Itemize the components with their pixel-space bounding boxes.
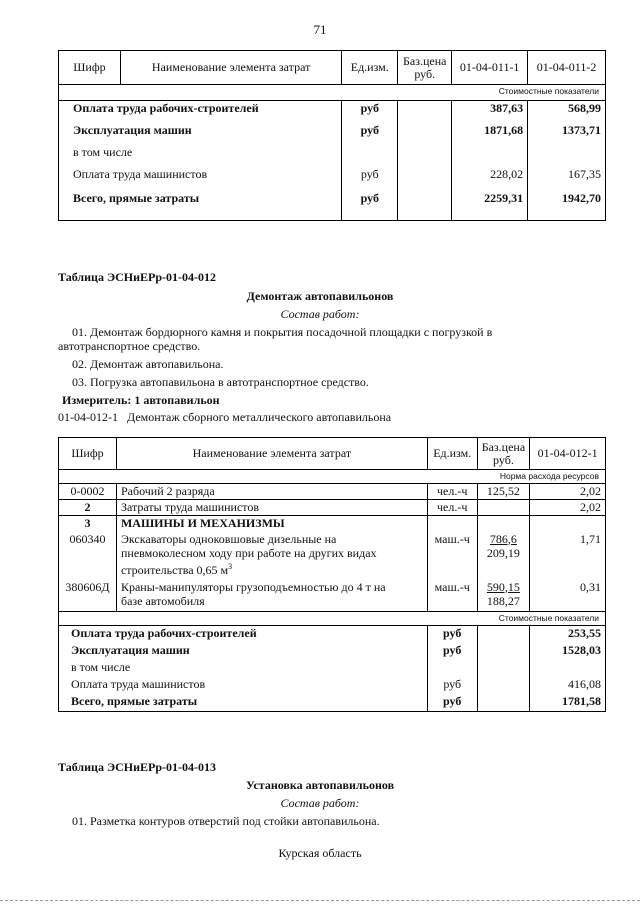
table-header-row — [59, 51, 606, 85]
work-item: 03. Погрузка автопавильона в автотранспортное средство. — [72, 375, 369, 389]
table-title: Таблица ЭСНиЕРр-01-04-012 — [58, 270, 217, 284]
item-line: 01-04-012-1 Демонтаж сборного металлического автопавильона — [58, 410, 392, 424]
header-name: Наименование элемента затрат — [116, 438, 427, 470]
table-header-row — [59, 438, 606, 470]
table-row: 060340 Экскаваторы одноковшовые дизельные на пневмоколесном ходу при работе на других видах строительства 0,65 $м^3$ маш.-ч 786,6 209,19 1,71 — [59, 532, 606, 580]
works-heading: Состав работ: — [280, 307, 360, 321]
cost-table-011 — [58, 50, 606, 221]
table-row: в том числе — [59, 145, 606, 167]
section-label-row — [59, 85, 606, 101]
table-row: 0-0002 Рабочий 2 разряда чел.-ч 125,52 2,02 — [59, 484, 606, 500]
header-base-price: Баз.цена руб. — [398, 51, 452, 85]
header-col-2: 01-04-011-2 — [528, 51, 606, 85]
table-row: в том числе — [59, 660, 606, 677]
table-row: Оплата труда рабочих-строителей руб 387,63 568,99 — [59, 101, 606, 123]
header-unit: Ед.изм. — [427, 438, 477, 470]
section-label: Стоимостные показатели — [59, 85, 606, 101]
table-row: Оплата труда рабочих-строителей руб 253,55 — [59, 626, 606, 643]
section-row: 3 МАШИНЫ И МЕХАНИЗМЫ — [59, 516, 606, 532]
table-row: 380606Д Краны-манипуляторы грузоподъемностью до 4 т на базе автомобиля маш.-ч 590,15 188,27 0,31 — [59, 580, 606, 612]
work-item: 02. Демонтаж автопавильона. — [72, 357, 224, 371]
norm-label: Норма расхода ресурсов — [59, 470, 606, 484]
header-code: Шифр — [59, 438, 117, 470]
measure-unit: Измеритель: 1 автопавильон — [62, 393, 220, 407]
norm-label-row — [59, 470, 606, 484]
table-row: Эксплуатация машин руб 1871,68 1373,71 — [59, 123, 606, 145]
table-row: 2 Затраты труда машинистов чел.-ч 2,02 — [59, 500, 606, 516]
header-base-price: Баз.цена руб. — [477, 438, 529, 470]
header-col-1: 01-04-011-1 — [452, 51, 528, 85]
table-row: Оплата труда машинистов руб 228,02 167,35 — [59, 167, 606, 191]
table-title: Таблица ЭСНиЕРр-01-04-013 — [58, 760, 217, 774]
section-heading: Демонтаж автопавильонов — [246, 289, 394, 303]
table-row: Всего, прямые затраты руб 1781,58 — [59, 694, 606, 712]
table-row: Оплата труда машинистов руб 416,08 — [59, 677, 606, 694]
page-number: 71 — [313, 22, 327, 37]
work-item: 01. Демонтаж бордюрного камня и покрытия посадочной площадки с погрузкой в — [72, 325, 493, 339]
cost-table-012 — [58, 437, 606, 712]
bottom-rule — [0, 900, 640, 901]
works-heading: Состав работ: — [280, 796, 360, 810]
header-name: Наименование элемента затрат — [120, 51, 341, 85]
work-item: 01. Разметка контуров отверстий под стойки автопавильона. — [72, 814, 380, 828]
header-code: Шифр — [59, 51, 121, 85]
section-heading: Установка автопавильонов — [245, 778, 395, 792]
table-row: Всего, прямые затраты руб 2259,31 1942,70 — [59, 191, 606, 221]
table-row: Эксплуатация машин руб 1528,03 — [59, 643, 606, 660]
page-footer: Курская область — [278, 846, 362, 860]
work-item: автотранспортное средство. — [58, 339, 201, 353]
cost-label-row — [59, 612, 606, 626]
header-unit: Ед.изм. — [342, 51, 398, 85]
cost-label: Стоимостные показатели — [59, 612, 606, 626]
header-col-1: 01-04-012-1 — [530, 438, 606, 470]
